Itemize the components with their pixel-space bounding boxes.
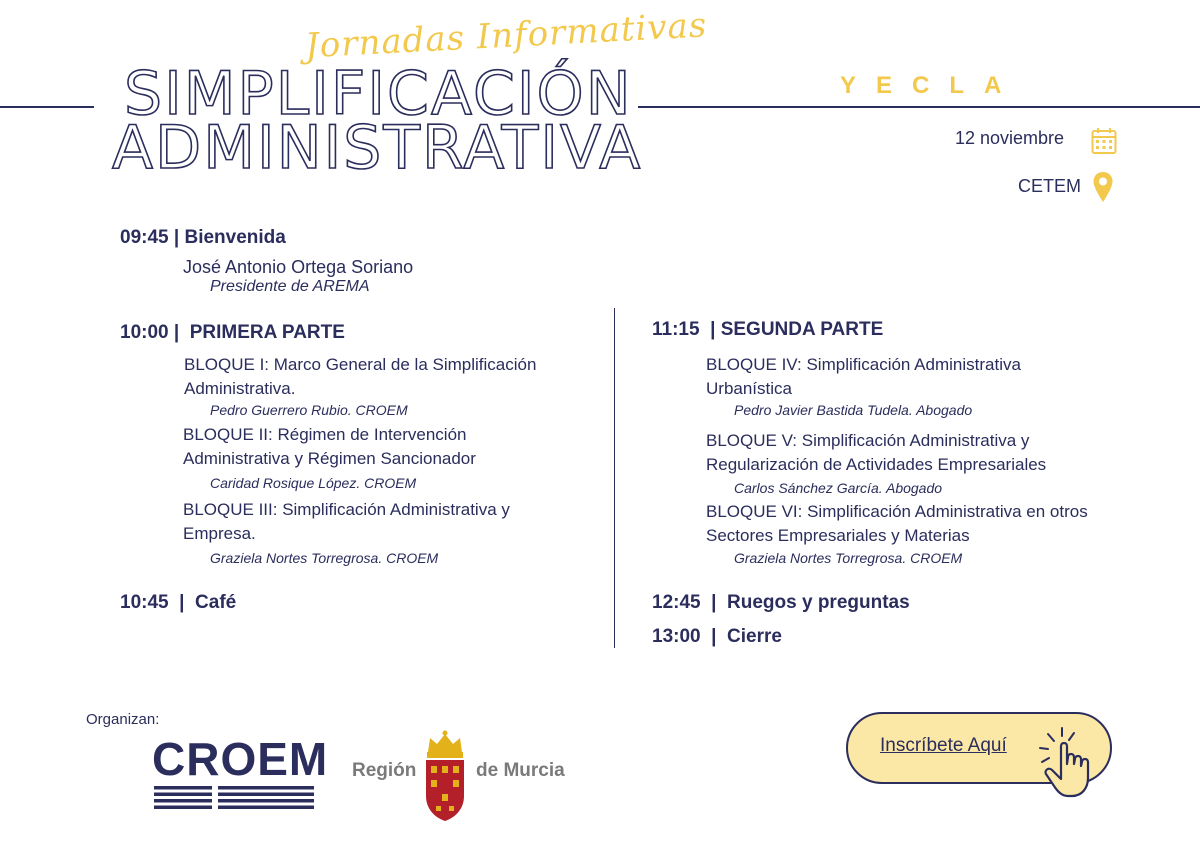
block-1-title: BLOQUE I: Marco General de la Simplificación Administrativa. xyxy=(184,355,537,398)
croem-logo-text: CROEM xyxy=(152,733,329,785)
city-label: YECLA xyxy=(840,72,1022,99)
header-rule-left xyxy=(0,106,94,108)
block-6-title: BLOQUE VI: Simplificación Administrativa en otros Sectores Empresariales y Materias xyxy=(706,502,1088,545)
location-pin-icon xyxy=(1092,171,1114,203)
croem-stripes-icon xyxy=(154,786,314,810)
part2-heading: 11:15 | SEGUNDA PARTE xyxy=(652,319,884,340)
block-2-title: BLOQUE II: Régimen de Intervención Administrativa y Régimen Sancionador xyxy=(183,425,476,468)
register-button[interactable] xyxy=(846,712,1112,784)
block-5-speaker: Carlos Sánchez García. Abogado xyxy=(734,480,943,496)
title-line-1: SIMPLIFICACIÓN xyxy=(124,59,633,129)
block-6-speaker: Graziela Nortes Torregrosa. CROEM xyxy=(734,550,963,566)
block-3-speaker: Graziela Nortes Torregrosa. CROEM xyxy=(210,550,439,566)
block-3-title: BLOQUE III: Simplificación Administrativa y Empresa. xyxy=(183,500,510,543)
questions-heading: 12:45 | Ruegos y preguntas xyxy=(652,592,910,613)
block-1-speaker: Pedro Guerrero Rubio. CROEM xyxy=(210,402,408,418)
pointing-hand-icon xyxy=(1034,724,1110,802)
register-button-label[interactable]: Inscríbete Aquí xyxy=(880,735,1007,756)
region-text-right: de Murcia xyxy=(476,760,565,781)
croem-logo xyxy=(152,733,329,812)
event-date: 12 noviembre xyxy=(955,128,1065,148)
block-4-speaker: Pedro Javier Bastida Tudela. Abogado xyxy=(734,402,973,418)
welcome-heading: 09:45 | Bienvenida xyxy=(120,227,286,248)
event-venue: CETEM xyxy=(1018,176,1081,196)
header-rule-right xyxy=(638,106,1200,108)
script-subtitle: Jornadas Informativas xyxy=(304,5,709,67)
murcia-crest-icon xyxy=(420,730,470,822)
welcome-speaker: José Antonio Ortega Soriano xyxy=(183,257,414,277)
part1-heading: 10:00 | PRIMERA PARTE xyxy=(120,322,345,343)
block-5-title: BLOQUE V: Simplificación Administrativa y Regularización de Actividades Empresariales xyxy=(706,431,1047,474)
region-text-left: Región xyxy=(352,760,417,781)
calendar-icon xyxy=(1091,127,1117,155)
closing-heading: 13:00 | Cierre xyxy=(652,626,782,647)
coffee-break: 10:45 | Café xyxy=(120,592,237,613)
welcome-role: Presidente de AREMA xyxy=(210,278,370,295)
title-line-2: ADMINISTRATIVA xyxy=(112,113,643,183)
organizers-label: Organizan: xyxy=(86,711,160,728)
block-4-title: BLOQUE IV: Simplificación Administrativa Urbanística xyxy=(706,355,1021,398)
column-divider xyxy=(614,308,615,648)
block-2-speaker: Caridad Rosique López. CROEM xyxy=(210,475,417,491)
